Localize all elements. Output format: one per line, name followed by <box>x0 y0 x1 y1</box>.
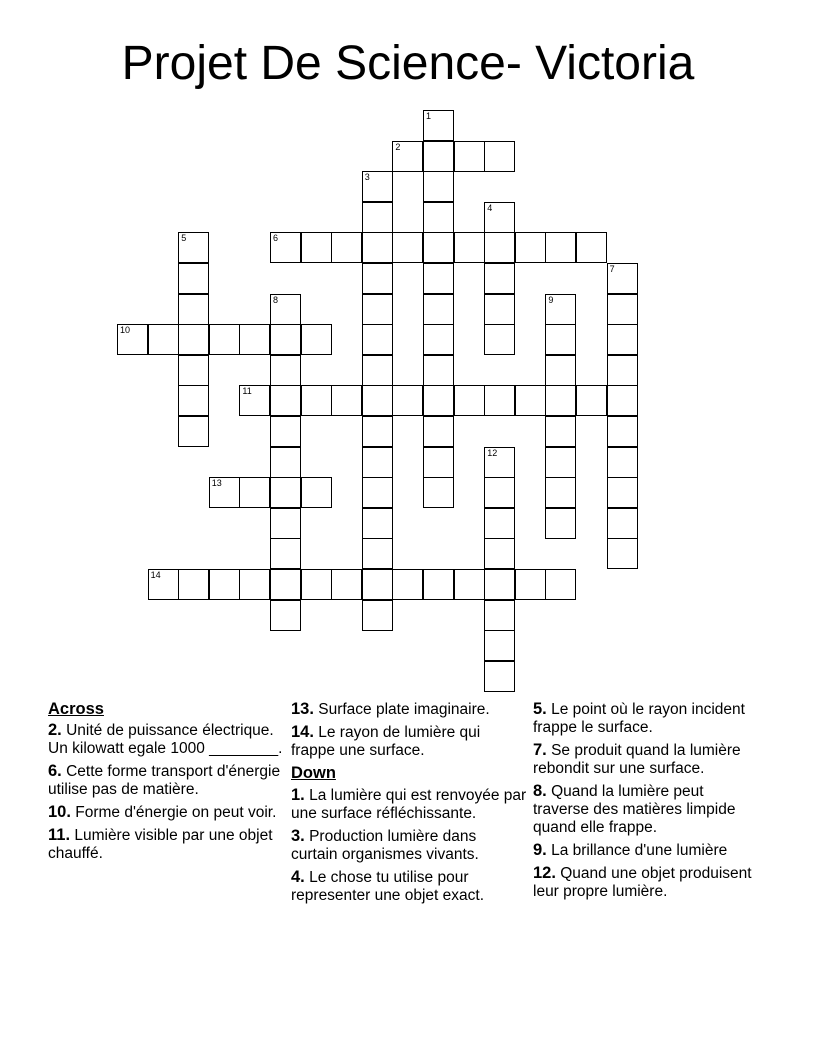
clue-number: 5 <box>181 233 187 244</box>
clue-number-label: 12. <box>533 864 556 882</box>
clue-number-label: 4. <box>291 868 305 886</box>
grid-cell[interactable] <box>362 232 393 263</box>
grid-cell[interactable] <box>362 538 393 569</box>
clue-number: 6 <box>273 233 279 244</box>
clue-number: 12 <box>487 447 498 458</box>
grid-cell[interactable] <box>362 355 393 386</box>
clue-number: 8 <box>273 294 279 305</box>
grid-cell[interactable] <box>362 569 393 600</box>
grid-cell[interactable] <box>392 141 423 172</box>
clue-text: Se produit quand la lumière rebondit sur une surface. <box>533 742 741 777</box>
grid-cell[interactable] <box>362 294 393 325</box>
clue-number-label: 9. <box>533 841 547 859</box>
clue-number-label: 1. <box>291 786 305 804</box>
clue-text: Le chose tu utilise pour representer une objet exact. <box>291 869 485 904</box>
grid-cell[interactable] <box>362 171 393 202</box>
clue-number: 11 <box>242 386 252 397</box>
clue-number: 14 <box>150 570 161 580</box>
clue-number: 13 <box>211 478 222 489</box>
grid-cell[interactable] <box>362 385 393 416</box>
grid-cell[interactable] <box>239 477 270 508</box>
clue-number-label: 2. <box>48 721 62 739</box>
grid-cell[interactable] <box>545 232 576 263</box>
clue-item <box>48 721 284 758</box>
clue-text: Cette forme transport d'énergie utilise pas de matière. <box>48 763 281 798</box>
clue-number-label: 8. <box>533 782 547 800</box>
clue-column-2 <box>291 700 527 909</box>
clue-column-1 <box>48 700 284 867</box>
clue-number: 7 <box>609 264 615 274</box>
grid-cell[interactable] <box>270 569 301 600</box>
grid-cell[interactable] <box>392 232 423 263</box>
grid-cell[interactable] <box>484 141 515 172</box>
grid-cell[interactable] <box>270 600 301 631</box>
grid-cell[interactable] <box>423 416 454 447</box>
grid-cell[interactable] <box>423 324 454 355</box>
grid-cell[interactable] <box>515 385 546 416</box>
grid-cell[interactable] <box>148 324 179 355</box>
grid-cell[interactable] <box>607 385 638 416</box>
grid-cell[interactable] <box>515 569 546 600</box>
grid-cell[interactable] <box>515 232 546 263</box>
grid-cell[interactable] <box>178 263 209 294</box>
grid-cell[interactable] <box>545 447 576 478</box>
clue-number-label: 11. <box>48 826 71 844</box>
clue-number-label: 5. <box>533 700 547 718</box>
grid-cell[interactable] <box>607 477 638 508</box>
clue-number-label: 14. <box>291 723 314 741</box>
clue-text: Production lumière dans curtain organismes vivants. <box>291 828 479 863</box>
grid-cell[interactable] <box>423 355 454 386</box>
clue-number-label: 6. <box>48 762 62 780</box>
grid-cell[interactable] <box>607 416 638 447</box>
grid-cell[interactable] <box>484 600 515 631</box>
grid-cell[interactable] <box>484 538 515 569</box>
clue-text: Quand la lumière peut traverse des matières limpide quand elle frappe. <box>533 783 736 836</box>
clue-text: Surface plate imaginaire. <box>318 701 490 718</box>
grid-cell[interactable] <box>607 294 638 325</box>
grid-cell[interactable] <box>270 355 301 386</box>
clue-item <box>533 741 753 778</box>
grid-cell[interactable] <box>362 600 393 631</box>
grid-cell[interactable] <box>454 385 485 416</box>
grid-cell[interactable] <box>607 508 638 539</box>
grid-cell[interactable] <box>545 294 576 325</box>
clue-item <box>533 864 753 901</box>
grid-cell[interactable] <box>423 171 454 202</box>
grid-cell[interactable] <box>545 355 576 386</box>
clue-item <box>48 803 284 822</box>
grid-cell[interactable] <box>423 263 454 294</box>
clue-text: Le point où le rayon incident frappe le surface. <box>533 701 745 736</box>
clue-text: La lumière qui est renvoyée par une surface réfléchissante. <box>291 787 527 822</box>
grid-cell[interactable] <box>301 324 332 355</box>
grid-cell[interactable] <box>209 477 240 508</box>
clue-number: 10 <box>120 325 131 336</box>
clue-text: Quand une objet produisent leur propre lumière. <box>533 865 752 900</box>
grid-cell[interactable] <box>301 477 332 508</box>
grid-cell[interactable] <box>362 477 393 508</box>
grid-cell[interactable] <box>545 569 576 600</box>
grid-cell[interactable] <box>454 232 485 263</box>
clue-text: Unité de puissance électrique. Un kilowatt egale 1000 ________. <box>48 722 283 757</box>
grid-cell[interactable] <box>209 569 240 600</box>
grid-cell[interactable] <box>392 569 423 600</box>
grid-cell[interactable] <box>270 508 301 539</box>
grid-cell[interactable] <box>545 508 576 539</box>
grid-cell[interactable] <box>178 385 209 416</box>
grid-cell[interactable] <box>423 447 454 478</box>
grid-cell[interactable] <box>576 385 607 416</box>
clue-number-label: 13. <box>291 700 314 718</box>
grid-cell[interactable] <box>607 447 638 478</box>
grid-cell[interactable] <box>484 202 515 233</box>
grid-cell[interactable] <box>178 232 209 263</box>
clue-item <box>48 762 284 799</box>
grid-cell[interactable] <box>239 324 270 355</box>
grid-cell[interactable] <box>362 202 393 233</box>
clue-item <box>291 700 527 719</box>
grid-cell[interactable] <box>484 569 515 600</box>
grid-cell[interactable] <box>117 324 148 355</box>
clue-item <box>291 786 527 823</box>
grid-cell[interactable] <box>423 141 454 172</box>
clue-number: 1 <box>426 111 432 121</box>
grid-cell[interactable] <box>148 569 179 600</box>
grid-cell[interactable] <box>270 385 301 416</box>
clue-number: 9 <box>548 294 554 305</box>
clue-item <box>291 723 527 760</box>
grid-cell[interactable] <box>362 416 393 447</box>
grid-cell[interactable] <box>331 385 362 416</box>
grid-cell[interactable] <box>545 477 576 508</box>
grid-cell[interactable] <box>607 538 638 569</box>
grid-cell[interactable] <box>331 569 362 600</box>
grid-cell[interactable] <box>362 447 393 478</box>
grid-cell[interactable] <box>178 569 209 600</box>
grid-cell[interactable] <box>178 294 209 325</box>
grid-cell[interactable] <box>301 232 332 263</box>
clue-number: 2 <box>395 141 401 152</box>
grid-cell[interactable] <box>423 110 454 141</box>
clue-text: Forme d'énergie on peut voir. <box>75 804 277 821</box>
grid-cell[interactable] <box>209 324 240 355</box>
grid-cell[interactable] <box>454 141 485 172</box>
grid-cell[interactable] <box>270 294 301 325</box>
grid-cell[interactable] <box>576 232 607 263</box>
grid-cell[interactable] <box>178 416 209 447</box>
grid-cell[interactable] <box>239 385 270 416</box>
grid-cell[interactable] <box>270 538 301 569</box>
grid-cell[interactable] <box>362 508 393 539</box>
grid-cell[interactable] <box>484 447 515 478</box>
across-heading: Across <box>48 700 104 718</box>
clue-number: 3 <box>364 172 370 183</box>
grid-cell[interactable] <box>484 263 515 294</box>
grid-cell[interactable] <box>331 232 362 263</box>
clue-text: La brillance d'une lumière <box>551 842 728 859</box>
grid-cell[interactable] <box>239 569 270 600</box>
grid-cell[interactable] <box>270 416 301 447</box>
grid-cell[interactable] <box>423 202 454 233</box>
clue-number: 4 <box>487 202 493 213</box>
grid-cell[interactable] <box>484 661 515 692</box>
clue-number-label: 3. <box>291 827 305 845</box>
clue-number-label: 7. <box>533 741 547 759</box>
clue-item <box>291 868 527 905</box>
grid-cell[interactable] <box>178 355 209 386</box>
grid-cell[interactable] <box>178 324 209 355</box>
grid-cell[interactable] <box>484 324 515 355</box>
grid-cell[interactable] <box>484 477 515 508</box>
puzzle-title: Projet De Science- Victoria <box>121 37 695 90</box>
clue-item <box>533 782 753 837</box>
clue-text: Lumière visible par une objet chauffé. <box>48 827 273 862</box>
grid-cell[interactable] <box>423 232 454 263</box>
grid-cell[interactable] <box>301 385 332 416</box>
grid-cell[interactable] <box>270 324 301 355</box>
grid-cell[interactable] <box>545 416 576 447</box>
clue-item <box>291 827 527 864</box>
grid-cell[interactable] <box>607 324 638 355</box>
clue-item <box>533 841 753 860</box>
clue-item <box>48 826 284 863</box>
grid-cell[interactable] <box>545 324 576 355</box>
grid-cell[interactable] <box>423 385 454 416</box>
grid-cell[interactable] <box>301 569 332 600</box>
clue-column-3 <box>533 700 753 905</box>
grid-cell[interactable] <box>270 232 301 263</box>
grid-cell[interactable] <box>484 232 515 263</box>
grid-cell[interactable] <box>423 477 454 508</box>
down-heading: Down <box>291 764 336 782</box>
clue-item <box>533 700 753 737</box>
grid-cell[interactable] <box>362 263 393 294</box>
grid-cell[interactable] <box>454 569 485 600</box>
grid-cell[interactable] <box>423 294 454 325</box>
grid-cell[interactable] <box>484 385 515 416</box>
grid-cell[interactable] <box>484 294 515 325</box>
grid-cell[interactable] <box>270 447 301 478</box>
clue-text: Le rayon de lumière qui frappe une surface. <box>291 724 481 759</box>
grid-cell[interactable] <box>484 630 515 661</box>
grid-cell[interactable] <box>362 324 393 355</box>
clue-number-label: 10. <box>48 803 71 821</box>
grid-cell[interactable] <box>484 508 515 539</box>
grid-cell[interactable] <box>423 569 454 600</box>
grid-cell[interactable] <box>392 385 423 416</box>
grid-cell[interactable] <box>270 477 301 508</box>
grid-cell[interactable] <box>607 355 638 386</box>
grid-cell[interactable] <box>607 263 638 294</box>
grid-cell[interactable] <box>545 385 576 416</box>
